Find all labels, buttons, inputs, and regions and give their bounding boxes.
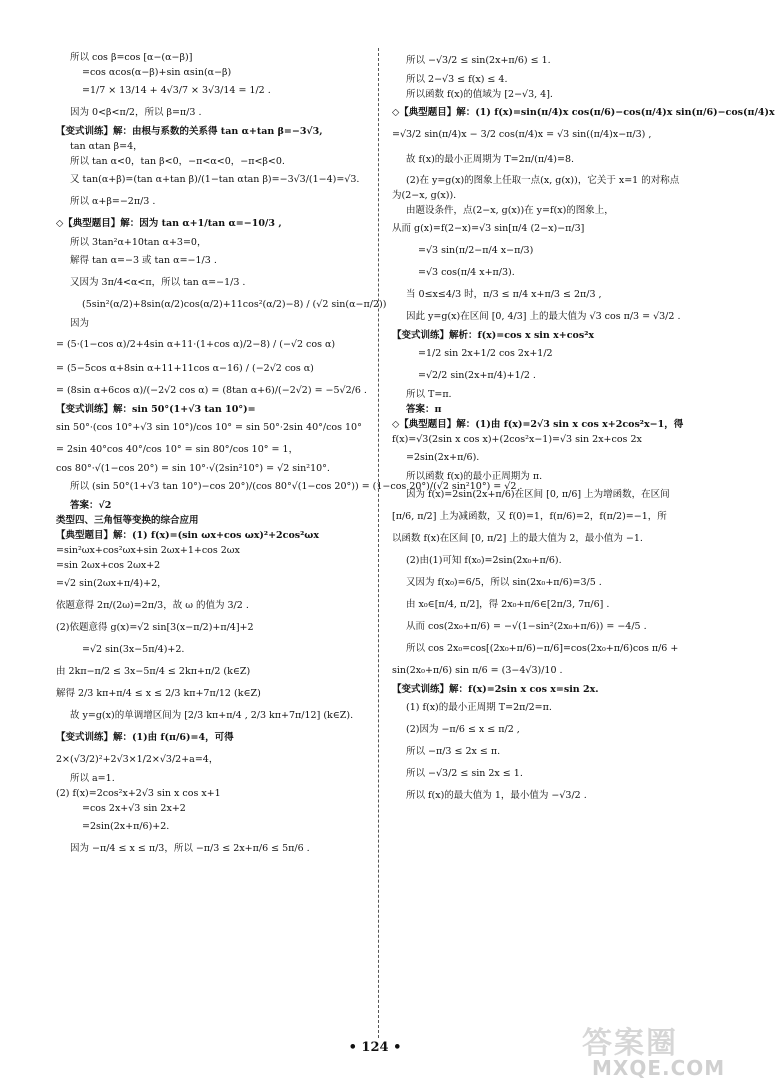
solution-line: 所以 T=π. xyxy=(406,389,452,400)
watermark-logo xyxy=(582,1018,742,1080)
solution-line: 所以 f(x)的最大值为 1，最小值为 −√3/2 . xyxy=(406,790,587,801)
solution-line: cos 80°·√(1−cos 20°) = sin 10°·√(2sin²10°) = √2 sin²10°. xyxy=(56,463,330,474)
solution-line: (2)在 y=g(x)的图象上任取一点(x, g(x))，它关于 x=1 的对称点 xyxy=(406,175,680,186)
solution-line: 2×(√3/2)²+2√3×1/2×√3/2+a=4， xyxy=(56,754,219,765)
solution-line: =√3 sin(π/2−π/4 x−π/3) xyxy=(418,245,534,256)
solution-line: =sin 2ωx+cos 2ωx+2 xyxy=(56,560,161,571)
solution-line: 所以 tan α<0，tan β<0，−π<α<0，−π<β<0. xyxy=(70,156,285,167)
watermark-text: 答案圈 xyxy=(582,1026,678,1061)
solution-line: 所以 −π/3 ≤ 2x ≤ π. xyxy=(406,746,501,757)
solution-line: 又因为 3π/4<α<π，所以 tan α=−1/3 . xyxy=(70,277,246,288)
solution-line: 因为 −π/4 ≤ x ≤ π/3，所以 −π/3 ≤ 2x+π/6 ≤ 5π/6 . xyxy=(70,843,310,854)
solution-line: 故 y=g(x)的单调增区间为 [2/3 kπ+π/4 , 2/3 kπ+7π/12] (k∈Z). xyxy=(70,710,354,721)
solution-line: 又因为 f(x₀)=6/5，所以 sin(2x₀+π/6)=3/5 . xyxy=(406,577,602,588)
solution-line: = (8sin α+6cos α)/(−2√2 cos α) = (8tan α+6)/(−2√2) = −5√2/6 . xyxy=(56,385,367,396)
solution-line: =√3/2 sin(π/4)x − 3/2 cos(π/4)x = √3 sin((π/4)x−π/3) , xyxy=(392,129,652,140)
solution-line: 【典型题目】解：(1) f(x)=(sin ωx+cos ωx)²+2cos²ωx xyxy=(56,530,319,541)
solution-line: (2)由(1)可知 f(x₀)=2sin(2x₀+π/6). xyxy=(406,555,562,566)
solution-line: 所以 cos β=cos [α−(α−β)] xyxy=(70,52,193,63)
solution-line: 依题意得 2π/(2ω)=2π/3，故 ω 的值为 3/2 . xyxy=(56,600,249,611)
solution-line: 从而 cos(2x₀+π/6) = −√(1−sin²(2x₀+π/6)) = −4/5 . xyxy=(406,621,647,632)
solution-line: (1) f(x)的最小正周期 T=2π/2=π. xyxy=(406,702,552,713)
solution-line: 因此 y=g(x)在区间 [0, 4/3] 上的最大值为 √3 cos π/3 = √3/2 . xyxy=(406,311,681,322)
solution-line: 类型四、三角恒等变换的综合应用 xyxy=(56,515,199,526)
solution-line: 【变式训练】解：(1)由 f(π/6)=4，可得 xyxy=(56,732,234,743)
solution-line: = 2sin 40°cos 40°/cos 10° = sin 80°/cos 10° = 1， xyxy=(56,444,299,455)
solution-line: 以函数 f(x)在区间 [0, π/2] 上的最大值为 2，最小值为 −1. xyxy=(392,533,643,544)
solution-line: =√2/2 sin(2x+π/4)+1/2 . xyxy=(418,370,536,381)
solution-line: 所以 3tan²α+10tan α+3=0， xyxy=(70,237,207,248)
solution-line: 【变式训练】解：由根与系数的关系得 tan α+tan β=−3√3, xyxy=(56,126,323,137)
solution-line: [π/6, π/2] 上为减函数，又 f(0)=1，f(π/6)=2，f(π/2)=−1，所 xyxy=(392,511,667,522)
solution-line: (2)因为 −π/6 ≤ x ≤ π/2 , xyxy=(406,724,520,735)
solution-line: 由 x₀∈[π/4, π/2]，得 2x₀+π/6∈[2π/3, 7π/6] . xyxy=(406,599,610,610)
solution-line: 所以 (sin 50°(1+√3 tan 10°)−cos 20°)/(cos 80°√(1−cos 20°)) = (1−cos 20°)/(√2 sin²10°) = √2 . xyxy=(70,481,523,492)
right-column xyxy=(392,50,775,1030)
solution-line: 所以 cos 2x₀=cos[(2x₀+π/6)−π/6]=cos(2x₀+π/6)cos π/6 + xyxy=(406,643,679,654)
solution-line: 【变式训练】解：sin 50°(1+√3 tan 10°)= xyxy=(56,404,256,415)
solution-line: (2) f(x)=2cos²x+2√3 sin x cos x+1 xyxy=(56,788,221,799)
solution-line: 由题设条件，点(2−x, g(x))在 y=f(x)的图象上， xyxy=(406,205,614,216)
solution-line: =cos 2x+√3 sin 2x+2 xyxy=(82,803,186,814)
solution-line: 由 2kπ−π/2 ≤ 3x−5π/4 ≤ 2kπ+π/2 (k∈Z) xyxy=(56,666,251,677)
solution-line: =√3 cos(π/4 x+π/3). xyxy=(418,267,515,278)
solution-line: =1/2 sin 2x+1/2 cos 2x+1/2 xyxy=(418,348,553,359)
solution-line: f(x)=√3(2sin x cos x)+(2cos²x−1)=√3 sin 2x+cos 2x xyxy=(392,434,642,445)
solution-line: = (5−5cos α+8sin α+11+11cos α−16) / (−2√2 cos α) xyxy=(56,363,314,374)
solution-line: 又 tan(α+β)=(tan α+tan β)/(1−tan αtan β)=−3√3/(1−4)=√3. xyxy=(70,174,360,185)
solution-line: 所以函数 f(x)的值域为 [2−√3, 4]. xyxy=(406,89,553,100)
solution-line: ◇【典型题目】解：因为 tan α+1/tan α=−10/3 , xyxy=(56,218,282,229)
solution-line: 因为 0<β<π/2，所以 β=π/3 . xyxy=(70,107,202,118)
solution-line: 解得 tan α=−3 或 tan α=−1/3 . xyxy=(70,255,217,266)
solution-line: sin(2x₀+π/6) sin π/6 = (3−4√3)/10 . xyxy=(392,665,563,676)
solution-line: 为(2−x, g(x)). xyxy=(392,190,457,201)
solution-line: 解得 2/3 kπ+π/4 ≤ x ≤ 2/3 kπ+7π/12 (k∈Z) xyxy=(56,688,261,699)
solution-line: (5sin²(α/2)+8sin(α/2)cos(α/2)+11cos²(α/2)−8) / (√2 sin(α−π/2)) xyxy=(82,299,387,310)
page-number: • 124 • xyxy=(348,1040,402,1055)
solution-line: (2)依题意得 g(x)=√2 sin[3(x−π/2)+π/4]+2 xyxy=(56,622,254,633)
solution-line: =2sin(2x+π/6)+2. xyxy=(82,821,170,832)
solution-line: 从而 g(x)=f(2−x)=√3 sin[π/4 (2−x)−π/3] xyxy=(392,223,585,234)
solution-line: = (5·(1−cos α)/2+4sin α+11·(1+cos α)/2−8) / (−√2 cos α) xyxy=(56,339,336,350)
solution-line: 所以 −√3/2 ≤ sin(2x+π/6) ≤ 1. xyxy=(406,55,551,66)
solution-line: 因为 xyxy=(70,318,90,329)
solution-line: ◇【典型题目】解：(1)由 f(x)=2√3 sin x cos x+2cos²x−1，得 xyxy=(392,419,684,430)
solution-line: tan αtan β=4， xyxy=(70,141,143,152)
solution-line: =√2 sin(3x−5π/4)+2. xyxy=(82,644,185,655)
solution-line: =1/7 × 13/14 + 4√3/7 × 3√3/14 = 1/2 . xyxy=(82,85,271,96)
solution-line: 答案：√2 xyxy=(70,500,112,511)
solution-line: =cos αcos(α−β)+sin αsin(α−β) xyxy=(82,67,232,78)
solution-line: 所以函数 f(x)的最小正周期为 π. xyxy=(406,471,543,482)
solution-line: 因为 f(x)=2sin(2x+π/6)在区间 [0, π/6] 上为增函数，在区间 xyxy=(406,489,670,500)
watermark-url: MXQE.COM xyxy=(592,1056,726,1080)
solution-line: ◇【典型题目】解：(1) f(x)=sin(π/4)x cos(π/6)−cos(π/4)x sin(π/6)−cos(π/4)x xyxy=(392,107,775,118)
solution-line: 【变式训练】解：f(x)=2sin x cos x=sin 2x. xyxy=(392,684,599,695)
solution-line: =2sin(2x+π/6). xyxy=(406,452,480,463)
solution-line: 所以 −√3/2 ≤ sin 2x ≤ 1. xyxy=(406,768,523,779)
solution-line: 当 0≤x≤4/3 时，π/3 ≤ π/4 x+π/3 ≤ 2π/3 , xyxy=(406,289,602,300)
solution-line: 所以 2−√3 ≤ f(x) ≤ 4. xyxy=(406,74,508,85)
solution-line: sin 50°·(cos 10°+√3 sin 10°)/cos 10° = sin 50°·2sin 40°/cos 10° xyxy=(56,422,362,433)
solution-line: =sin²ωx+cos²ωx+sin 2ωx+1+cos 2ωx xyxy=(56,545,240,556)
solution-line: 所以 α+β=−2π/3 . xyxy=(70,196,156,207)
solution-line: 所以 a=1. xyxy=(70,773,115,784)
solution-line: 答案：π xyxy=(406,404,442,415)
column-divider xyxy=(378,48,379,1038)
solution-line: =√2 sin(2ωx+π/4)+2， xyxy=(56,578,167,589)
solution-line: 故 f(x)的最小正周期为 T=2π/(π/4)=8. xyxy=(406,154,575,165)
solution-line: 【变式训练】解析：f(x)=cos x sin x+cos²x xyxy=(392,330,595,341)
